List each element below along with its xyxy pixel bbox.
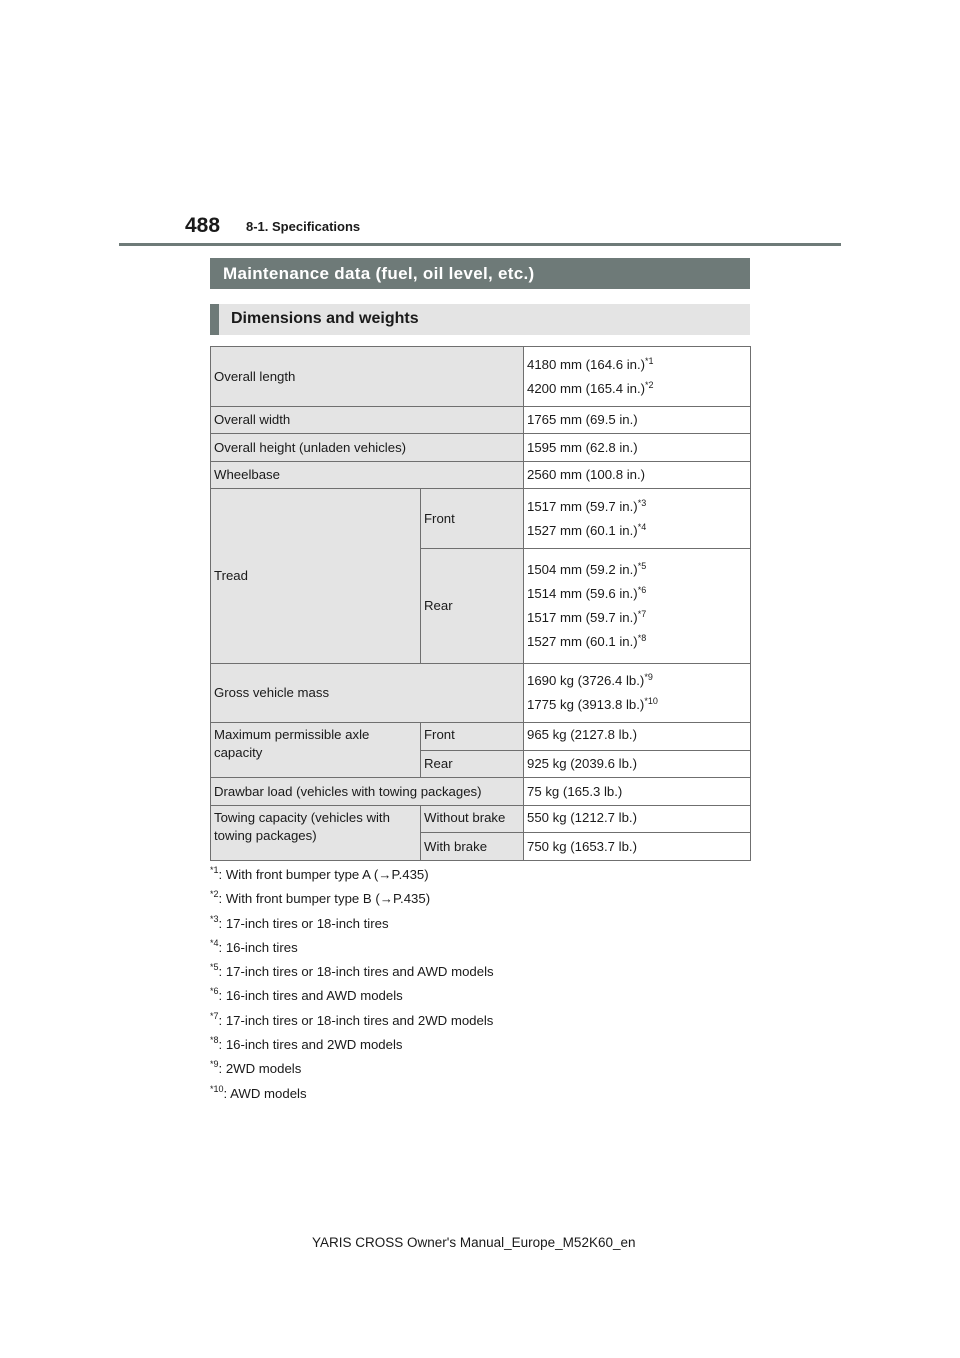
row-sublabel: With brake — [421, 833, 524, 861]
table-row — [211, 407, 751, 434]
row-label: Overall height (unladen vehicles) — [211, 434, 524, 462]
footnote: $^{*6}$: 16-inch tires and AWD models — [210, 986, 403, 1004]
footnote: $^{*7}$: 17-inch tires or 18-inch tires and 2WD models — [210, 1010, 494, 1028]
row-label: Towing capacity (vehicles with towing packages) — [211, 806, 421, 861]
footnote: $^{*4}$: 16-inch tires — [210, 937, 298, 955]
table-row — [211, 434, 751, 462]
footnote: $^{*8}$: 16-inch tires and 2WD models — [210, 1035, 403, 1053]
footnote: $^{*1}$: With front bumper type A (→P.435) — [210, 865, 429, 882]
row-value: 1765 mm (69.5 in.) — [524, 407, 751, 434]
table-row — [211, 778, 751, 806]
section-label: 8-1. Specifications — [246, 219, 361, 234]
row-value: 4180 mm (164.6 in.)$^{*1}$ 4200 mm (165.4 in.)$^{*2}$ — [524, 347, 751, 407]
table-row — [211, 462, 751, 489]
row-label: Wheelbase — [211, 462, 524, 489]
row-label: Overall length — [211, 347, 524, 407]
row-sublabel: Front — [421, 489, 524, 549]
footnote: $^{*9}$: 2WD models — [210, 1059, 302, 1077]
row-sublabel: Rear — [421, 549, 524, 664]
row-value: 1690 kg (3726.4 lb.)$^{*9}$ 1775 kg (3913.8 lb.)$^{*10}$ — [524, 664, 751, 723]
row-value: 1595 mm (62.8 in.) — [524, 434, 751, 462]
row-value: 550 kg (1212.7 lb.) — [524, 806, 751, 833]
row-value: 965 kg (2127.8 lb.) — [524, 723, 751, 751]
row-label: Gross vehicle mass — [211, 664, 524, 723]
row-label: Drawbar load (vehicles with towing packages) — [211, 778, 524, 806]
specifications-table — [210, 346, 751, 861]
row-label: Overall width — [211, 407, 524, 434]
footnote: $^{*2}$: With front bumper type B (→P.435) — [210, 889, 431, 907]
row-value: 925 kg (2039.6 lb.) — [524, 751, 751, 778]
footnote: $^{*3}$: 17-inch tires or 18-inch tires — [210, 913, 389, 931]
row-value: 2560 mm (100.8 in.) — [524, 462, 751, 489]
row-value: 75 kg (165.3 lb.) — [524, 778, 751, 806]
row-label: Tread — [211, 489, 421, 664]
row-sublabel: Rear — [421, 751, 524, 778]
table-row — [211, 489, 751, 549]
row-sublabel: Without brake — [421, 806, 524, 833]
subsection-title: Dimensions and weights — [210, 304, 750, 335]
row-value: 1504 mm (59.2 in.)$^{*5}$ 1514 mm (59.6 in.)$^{*6}$ 1517 mm (59.7 in.)$^{*7}$ 1527 mm (60.1 in.)$^{*8}$ — [524, 549, 751, 664]
footnote: $^{*10}$: AWD models — [210, 1083, 307, 1101]
footnote: $^{*5}$: 17-inch tires or 18-inch tires and AWD models — [210, 962, 494, 980]
row-sublabel: Front — [421, 723, 524, 751]
row-value: 1517 mm (59.7 in.)$^{*3}$ 1527 mm (60.1 in.)$^{*4}$ — [524, 489, 751, 549]
footnotes — [210, 866, 750, 1109]
table-row — [211, 347, 751, 407]
section-title: Maintenance data (fuel, oil level, etc.) — [210, 258, 750, 289]
table-row — [211, 806, 751, 833]
table-row — [211, 664, 751, 723]
table-row — [211, 723, 751, 751]
header-divider — [119, 243, 841, 246]
row-value: 750 kg (1653.7 lb.) — [524, 833, 751, 861]
page-number: 488 — [185, 214, 221, 237]
row-label: Maximum permissible axle capacity — [211, 723, 421, 778]
page-footer: YARIS CROSS Owner's Manual_Europe_M52K60_en — [312, 1235, 636, 1250]
